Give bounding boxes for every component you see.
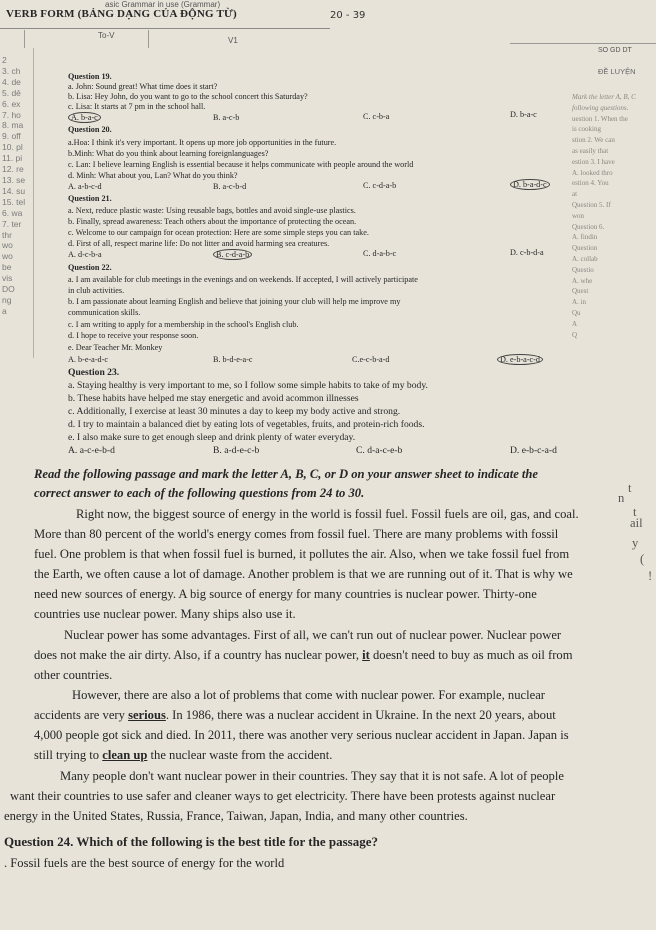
- q20-label: Question 20.: [68, 125, 112, 134]
- passage-p1-line: fuel. One problem is that when fossil fuel is burned, it pollutes the air. Also, when we take fossil fuel from: [34, 547, 570, 561]
- passage-p3-line: still trying to clean up the nuclear waste from the accident.: [34, 748, 333, 762]
- q20-option-a[interactable]: A. a-b-c-d: [68, 182, 102, 191]
- right-item: won: [572, 211, 585, 220]
- right-item: A. in: [572, 298, 586, 307]
- left-item: ng: [2, 294, 12, 305]
- q19-option-a[interactable]: A. b-a-c: [68, 113, 101, 123]
- right-item: Question: [572, 244, 598, 253]
- q22-option-a[interactable]: A. b-e-a-d-c: [68, 355, 109, 364]
- q23-label: Question 23.: [68, 367, 120, 378]
- edge-fragment: !: [648, 569, 653, 583]
- q22-option-b[interactable]: B. b-d-e-a-c: [213, 355, 253, 364]
- right-item: as easily that: [572, 146, 609, 155]
- passage-p1-line: More than 80 percent of the world's energy comes from fossil fuel. There are many problems with fossil: [34, 527, 559, 541]
- top-banner: asic Grammar in use (Grammar): [105, 0, 221, 9]
- q21-option-d[interactable]: D. c-b-d-a: [510, 248, 544, 257]
- de-luyen-label: ĐỀ LUYỆN: [598, 67, 636, 76]
- q22-line-b2: communication skills.: [68, 308, 141, 317]
- left-margin-column: [2, 55, 25, 317]
- left-item: wo: [2, 240, 13, 251]
- q20-option-b[interactable]: B. a-c-b-d: [213, 182, 247, 191]
- q19-line-b: b. Lisa: Hey John, do you want to go to the school concert this Saturday?: [68, 92, 308, 101]
- left-item: a: [2, 305, 7, 316]
- edge-fragment: t: [633, 505, 637, 519]
- right-item: at: [572, 190, 578, 199]
- edge-fragment: n: [618, 491, 625, 505]
- right-item: estion 4. You: [572, 179, 609, 188]
- left-item: 13. se: [2, 174, 26, 185]
- q19-line-a: a. John: Sound great! What time does it start?: [68, 82, 218, 91]
- underlined-phrase-clean-up: clean up: [102, 748, 148, 762]
- q21-option-a[interactable]: A. d-c-b-a: [68, 250, 102, 259]
- q23-option-b[interactable]: B. a-d-e-c-b: [213, 445, 260, 456]
- left-item: 14. su: [2, 185, 26, 196]
- col-v1: V1: [228, 36, 238, 45]
- passage-p3-line: 4,000 people got sick and died. In 2011, there was another very serious nuclear accident in Japan. Japan is: [34, 728, 569, 742]
- passage-p4-line: Many people don't want nuclear power in their countries. They say that it is not safe. A lot of people: [60, 769, 564, 783]
- q22-line-d: d. I hope to receive your response soon.: [68, 331, 199, 340]
- edge-fragment: ail: [630, 516, 643, 530]
- q21-line-c: c. Welcome to our campaign for ocean protection: Here are some simple steps you can take.: [68, 228, 369, 237]
- q23-line-b: b. These habits have helped me stay energetic and avoid acommon illnesses: [68, 393, 359, 404]
- q24-label: Question 24. Which of the following is the best title for the passage?: [4, 834, 378, 849]
- right-item: Quest: [572, 287, 589, 296]
- q22-label: Question 22.: [68, 263, 112, 272]
- left-item: 9. off: [2, 131, 21, 142]
- q20-option-c[interactable]: C. c-d-a-b: [363, 181, 397, 190]
- right-item: estion 3. I have: [572, 157, 615, 166]
- underlined-word-it: it: [362, 648, 370, 662]
- q23-line-d: d. I try to maintain a balanced diet by eating lots of vegetables, fruits, and protein-rich foods.: [68, 419, 425, 430]
- q22-line-c: c. I am writing to apply for a membership in the school's English club.: [68, 320, 299, 329]
- left-item: vis: [2, 273, 13, 284]
- q22-line-e: e. Dear Teacher Mr. Monkey: [68, 343, 163, 352]
- q21-line-b: b. Finally, spread awareness: Teach others about the importance of protecting the ocean.: [68, 217, 357, 226]
- q20-line-a: a.Hoa: I think it's very important. It opens up more job opportunities in the future.: [68, 138, 337, 147]
- q22-line-a1: a. I am available for club meetings in the evenings and on weekends. If accepted, I will actively participate: [68, 275, 418, 284]
- left-item: 7. ho: [2, 109, 21, 120]
- q19-line-c: c. Lisa: It starts at 7 pm in the school hall.: [68, 102, 206, 111]
- q21-option-b[interactable]: B. c-d-a-b: [213, 250, 252, 260]
- q19-label: Question 19.: [68, 72, 112, 81]
- left-item: 15. tel: [2, 196, 26, 207]
- right-item: A: [572, 319, 578, 328]
- right-item: Qu: [572, 308, 581, 317]
- col-to-v: To-V: [98, 31, 115, 40]
- left-item: be: [2, 262, 12, 273]
- left-item: 2: [2, 55, 7, 65]
- left-item: 8. ma: [2, 120, 24, 131]
- left-item: 11. pi: [2, 153, 23, 164]
- page-title: VERB FORM (BẢNG DẠNG CỦA ĐỘNG TỪ): [6, 8, 237, 20]
- left-item: 12. re: [2, 164, 24, 175]
- passage-p1-line: Right now, the biggest source of energy in the world is fossil fuel. Fossil fuels are oil, gas, and coal.: [76, 507, 579, 521]
- passage-p1-line: the Earth, we often cause a lot of damage. Another problem is that we are running out of it. That is why we: [34, 567, 573, 581]
- left-item: 6. wa: [2, 207, 23, 218]
- instruction-line-1: Read the following passage and mark the letter A, B, C, or D on your answer sheet to indicate the: [34, 467, 539, 481]
- left-item: 3. ch: [2, 65, 21, 76]
- passage-p3-line: However, there are also a lot of problems that come with nuclear power. For example, nuclear: [72, 688, 545, 702]
- passage-p1-line: countries use nuclear power. Many ships also use it.: [34, 607, 296, 621]
- q22-option-c[interactable]: C.e-c-b-a-d: [352, 355, 390, 364]
- q23-line-c: c. Additionally, I exercise at least 30 minutes a day to keep my body active and strong.: [68, 406, 401, 417]
- q23-option-d[interactable]: D. e-b-c-a-d: [510, 445, 557, 456]
- q22-line-b1: b. I am passionate about learning English and believe that joining your club will help me improve my: [68, 297, 401, 306]
- q21-line-d: d. First of all, respect marine life: Do not litter and avoid harming sea creatures.: [68, 239, 330, 248]
- left-item: thr: [2, 229, 12, 240]
- passage-p2-line: other countries.: [34, 668, 113, 682]
- edge-fragment: (: [640, 552, 645, 566]
- edge-fragment: y: [632, 536, 639, 550]
- q19-option-b[interactable]: B. a-c-b: [213, 113, 240, 122]
- edge-fragment: t: [628, 481, 632, 495]
- right-item: A. looked thro: [572, 168, 613, 177]
- q20-line-d: d. Minh: What about you, Lan? What do you think?: [68, 171, 238, 180]
- left-item: 7. ter: [2, 218, 22, 229]
- left-item: 6. ex: [2, 98, 21, 109]
- q21-label: Question 21.: [68, 194, 112, 203]
- left-item: wo: [2, 251, 13, 262]
- q23-option-c[interactable]: C. d-a-c-e-b: [356, 445, 403, 456]
- q19-option-c[interactable]: C. c-b-a: [363, 112, 390, 121]
- right-item: A. collab: [572, 254, 598, 263]
- passage-p2-line: Nuclear power has some advantages. First of all, we can't run out of nuclear power. Nuclear power: [64, 628, 562, 642]
- passage-p4-line: energy in the United States, Russia, France, Taiwan, Japan, India, and many other countries.: [4, 809, 468, 823]
- passage-p1-line: need new sources of energy. A big source of energy for many countries is nuclear power. Thirty-one: [34, 587, 537, 601]
- q20-option-d[interactable]: D. b-a-d-c: [510, 180, 550, 190]
- corner-label: SO GD DT: [598, 47, 632, 54]
- q21-option-c[interactable]: C. d-a-b-c: [363, 249, 397, 258]
- right-margin-column: [572, 92, 636, 340]
- q23-line-e: e. I also make sure to get enough sleep and drink plenty of water everyday.: [68, 432, 356, 443]
- q22-option-d[interactable]: D. e-b-a-c-d: [497, 355, 543, 365]
- right-item: Questio: [572, 265, 594, 274]
- right-item: following questions.: [572, 103, 629, 112]
- q23-line-a: a. Staying healthy is very important to me, so I follow some simple habits to take of my body.: [68, 380, 428, 391]
- q21-line-a: a. Next, reduce plastic waste: Using reusable bags, bottles and avoid single-use plastics.: [68, 206, 356, 215]
- left-item: 10. pl: [2, 142, 23, 153]
- passage-p2-line: does not make the air dirty. Also, if a country has nuclear power, it doesn't need to buy as much as oil from: [34, 648, 573, 662]
- passage-p3-line: accidents are very serious. In 1986, there was a nuclear accident in Ukraine. In the next 20 years, about: [34, 708, 556, 722]
- right-item: A. whe: [572, 276, 593, 285]
- left-item: 4. de: [2, 76, 21, 87]
- q20-line-c: c. Lan: I believe learning English is essential because it helps communicate with people around the world: [68, 160, 414, 169]
- right-item: is cooking: [572, 125, 601, 134]
- instruction-line-2: correct answer to each of the following questions from 24 to 30.: [34, 486, 365, 500]
- q23-option-a[interactable]: A. a-c-e-b-d: [68, 445, 115, 456]
- right-item: Mark the letter A, B, C: [572, 93, 636, 101]
- right-item: Question 5. If: [572, 200, 611, 209]
- right-item: uestion 1. When the: [572, 114, 628, 123]
- underlined-word-serious: serious: [128, 708, 166, 722]
- passage-p4-line: want their countries to use safer and cleaner ways to get electricity. There have been protests against nuclear: [10, 789, 556, 803]
- q20-line-b: b.Minh: What do you think about learning foreignlanguages?: [68, 149, 269, 158]
- left-item: DO: [2, 284, 15, 295]
- right-item: Q: [572, 330, 578, 339]
- right-item: Question 6.: [572, 222, 605, 231]
- handwritten-range: 20 - 39: [330, 10, 366, 21]
- left-item: 5. dẻ: [2, 87, 21, 98]
- q22-line-a2: in club activities.: [68, 286, 125, 295]
- right-item: A. findin: [572, 233, 598, 242]
- right-item: stion 2. We can: [572, 136, 615, 145]
- q24-option-a[interactable]: . Fossil fuels are the best source of energy for the world: [4, 856, 285, 870]
- q19-option-d[interactable]: D. b-a-c: [510, 110, 537, 119]
